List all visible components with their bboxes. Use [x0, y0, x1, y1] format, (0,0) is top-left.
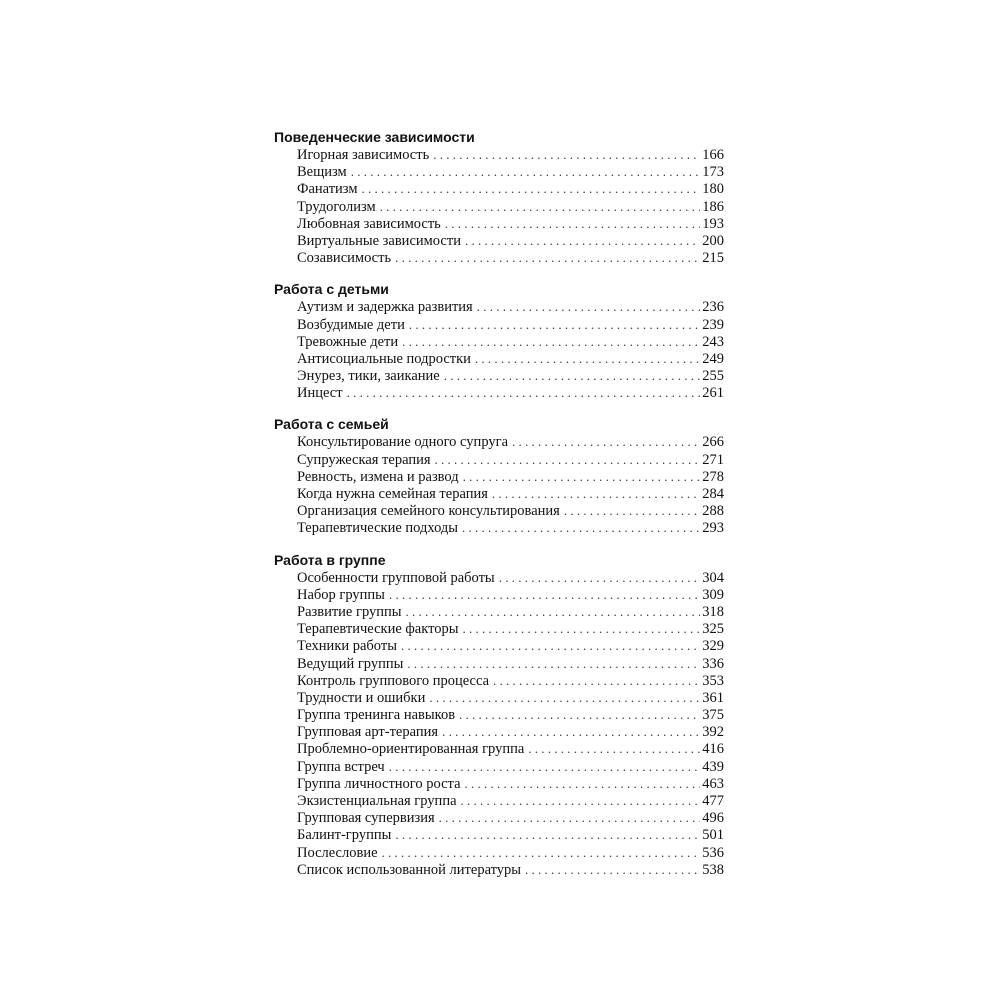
dot-leader — [382, 844, 701, 861]
toc-section — [274, 415, 724, 536]
dot-leader — [528, 740, 700, 757]
page-number: 416 — [702, 741, 724, 758]
entry-title: Фанатизм — [297, 181, 358, 198]
dot-leader — [492, 485, 700, 502]
entry-title: Балинт-группы — [297, 827, 392, 844]
page-number: 239 — [702, 316, 724, 333]
page-number: 236 — [702, 299, 724, 316]
toc-entry — [297, 146, 724, 163]
entry-title: Игорная зависимость — [297, 147, 430, 163]
toc-entry — [297, 861, 724, 878]
toc-entry — [297, 826, 724, 843]
toc-entry — [297, 249, 724, 266]
entry-title: Послесловие — [297, 844, 378, 861]
entry-title: Любовная зависимость — [297, 215, 441, 232]
dot-leader — [406, 603, 701, 620]
entry-title: Контроль группового процесса — [297, 672, 490, 689]
toc-entry — [297, 637, 724, 654]
toc-entry — [297, 502, 724, 519]
section-title: Поведенческие зависимости — [274, 129, 475, 145]
dot-leader — [395, 826, 700, 843]
toc-entry — [297, 198, 724, 215]
dot-leader — [389, 758, 701, 775]
toc-entry — [297, 232, 724, 249]
dot-leader — [439, 809, 701, 826]
entry-title: Антисоциальные подростки — [297, 350, 471, 367]
page-number: 501 — [702, 827, 724, 844]
toc-entry — [297, 468, 724, 485]
dot-leader — [461, 792, 701, 809]
toc-entry — [297, 367, 724, 384]
entry-title: Группа встреч — [297, 758, 385, 775]
toc-entry — [297, 333, 724, 350]
page-number: 243 — [702, 333, 724, 350]
page-number: 271 — [702, 451, 724, 468]
entry-title: Супружеская терапия — [297, 451, 431, 468]
entry-title: Аутизм и задержка развития — [297, 299, 473, 316]
toc-entry — [297, 792, 724, 809]
entry-title: Возбудимые дети — [297, 316, 405, 333]
page-number: 325 — [702, 621, 724, 638]
dot-leader — [445, 215, 700, 232]
entry-title: Набор группы — [297, 586, 385, 603]
dot-leader — [347, 384, 701, 401]
entry-title: Группа тренинга навыков — [297, 707, 456, 724]
dot-leader — [499, 569, 701, 586]
entry-title: Ведущий группы — [297, 655, 404, 672]
dot-leader — [444, 367, 701, 384]
page-number: 166 — [702, 147, 724, 163]
dot-leader — [351, 163, 701, 180]
toc-entry — [297, 723, 724, 740]
dot-leader — [401, 637, 700, 654]
page-number: 284 — [702, 486, 724, 502]
dot-leader — [477, 298, 701, 315]
page-number: 353 — [702, 672, 724, 689]
dot-leader — [475, 350, 700, 367]
entry-title: Когда нужна семейная терапия — [297, 486, 488, 502]
toc-entry — [297, 603, 724, 620]
toc-entry — [297, 620, 724, 637]
page-number: 215 — [702, 250, 724, 267]
entry-title: Проблемно-ориентированная группа — [297, 741, 525, 758]
toc-section — [274, 128, 724, 266]
page-number: 173 — [702, 164, 724, 181]
entry-title: Консультирование одного супруга — [297, 434, 509, 451]
dot-leader — [512, 433, 700, 450]
dot-leader — [362, 180, 701, 197]
entry-title: Инцест — [297, 385, 343, 402]
dot-leader — [465, 232, 700, 249]
entry-title: Вещизм — [297, 164, 347, 181]
toc-entry — [297, 384, 724, 401]
page-number: 304 — [702, 569, 724, 586]
section-title: Работа с детьми — [274, 281, 389, 298]
page-number: 496 — [702, 810, 724, 827]
toc-section — [274, 551, 724, 878]
dot-leader — [380, 198, 701, 215]
page-number: 255 — [702, 368, 724, 385]
dot-leader — [465, 775, 701, 792]
toc-entry — [297, 775, 724, 792]
dot-leader — [433, 146, 700, 163]
entry-title: Групповая арт-терапия — [297, 724, 439, 741]
page-number: 318 — [702, 603, 724, 620]
page-number: 536 — [702, 844, 724, 861]
dot-leader — [435, 451, 701, 468]
toc-entry — [297, 485, 724, 502]
page-number: 278 — [702, 468, 724, 485]
section-title: Работа в группе — [274, 551, 386, 568]
entry-title: Тревожные дети — [297, 333, 399, 350]
page-number: 329 — [702, 638, 724, 655]
toc-entry — [297, 350, 724, 367]
entry-title: Группа личностного роста — [297, 775, 461, 792]
entry-title: Виртуальные зависимости — [297, 232, 461, 249]
dot-leader — [429, 689, 700, 706]
toc-entry — [297, 519, 724, 536]
toc-entry — [297, 706, 724, 723]
page-number: 439 — [702, 758, 724, 775]
toc-entry — [297, 758, 724, 775]
page-number: 266 — [702, 434, 724, 451]
entry-title: Развитие группы — [297, 603, 402, 620]
page-number: 293 — [702, 520, 724, 537]
toc-entry — [297, 809, 724, 826]
entry-title: Трудоголизм — [297, 198, 376, 215]
page-number: 375 — [702, 707, 724, 724]
page-number: 309 — [702, 586, 724, 603]
page-number: 361 — [702, 689, 724, 706]
dot-leader — [409, 316, 700, 333]
toc-entry — [297, 569, 724, 586]
entry-title: Энурез, тики, заикание — [297, 368, 440, 385]
dot-leader — [462, 519, 700, 536]
page-number: 288 — [702, 503, 724, 520]
page-number: 336 — [702, 655, 724, 672]
entry-title: Терапевтические подходы — [297, 520, 459, 537]
page-number: 477 — [702, 793, 724, 809]
entry-title: Экзистенциальная группа — [297, 793, 457, 809]
toc-entry — [297, 215, 724, 232]
toc-entry — [297, 586, 724, 603]
toc-section — [274, 280, 724, 401]
entry-title: Список использованной литературы — [297, 861, 522, 878]
entry-title: Техники работы — [297, 638, 397, 655]
page-number: 180 — [702, 181, 724, 198]
dot-leader — [564, 502, 700, 519]
entry-title: Терапевтические факторы — [297, 621, 459, 638]
toc-entry — [297, 689, 724, 706]
entry-title: Созависимость — [297, 250, 392, 267]
entry-title: Трудности и ошибки — [297, 689, 426, 706]
toc-entry — [297, 451, 724, 468]
dot-leader — [462, 620, 700, 637]
toc-entry — [297, 672, 724, 689]
toc-entry — [297, 740, 724, 757]
page-number: 261 — [702, 385, 724, 402]
page-number: 200 — [702, 232, 724, 249]
toc-entry — [297, 180, 724, 197]
page-number: 538 — [702, 861, 724, 878]
dot-leader — [442, 723, 700, 740]
toc-entry — [297, 655, 724, 672]
dot-leader — [493, 672, 700, 689]
entry-title: Групповая супервизия — [297, 810, 435, 827]
page-number: 249 — [702, 350, 724, 367]
entry-title: Ревность, измена и развод — [297, 468, 459, 485]
dot-leader — [463, 468, 701, 485]
entry-title: Организация семейного консультирования — [297, 503, 560, 520]
toc-entry — [297, 844, 724, 861]
toc-entry — [297, 316, 724, 333]
dot-leader — [395, 249, 700, 266]
toc-entry — [297, 433, 724, 450]
dot-leader — [407, 655, 700, 672]
dot-leader — [402, 333, 700, 350]
entry-title: Особенности групповой работы — [297, 569, 495, 586]
page-number: 186 — [702, 198, 724, 215]
page-number: 463 — [702, 775, 724, 792]
toc-entry — [297, 298, 724, 315]
page-number: 392 — [702, 724, 724, 741]
table-of-contents — [274, 128, 724, 892]
toc-entry — [297, 163, 724, 180]
dot-leader — [459, 706, 700, 723]
dot-leader — [525, 861, 700, 878]
page-number: 193 — [702, 215, 724, 232]
dot-leader — [389, 586, 700, 603]
section-title: Работа с семьей — [274, 416, 389, 433]
